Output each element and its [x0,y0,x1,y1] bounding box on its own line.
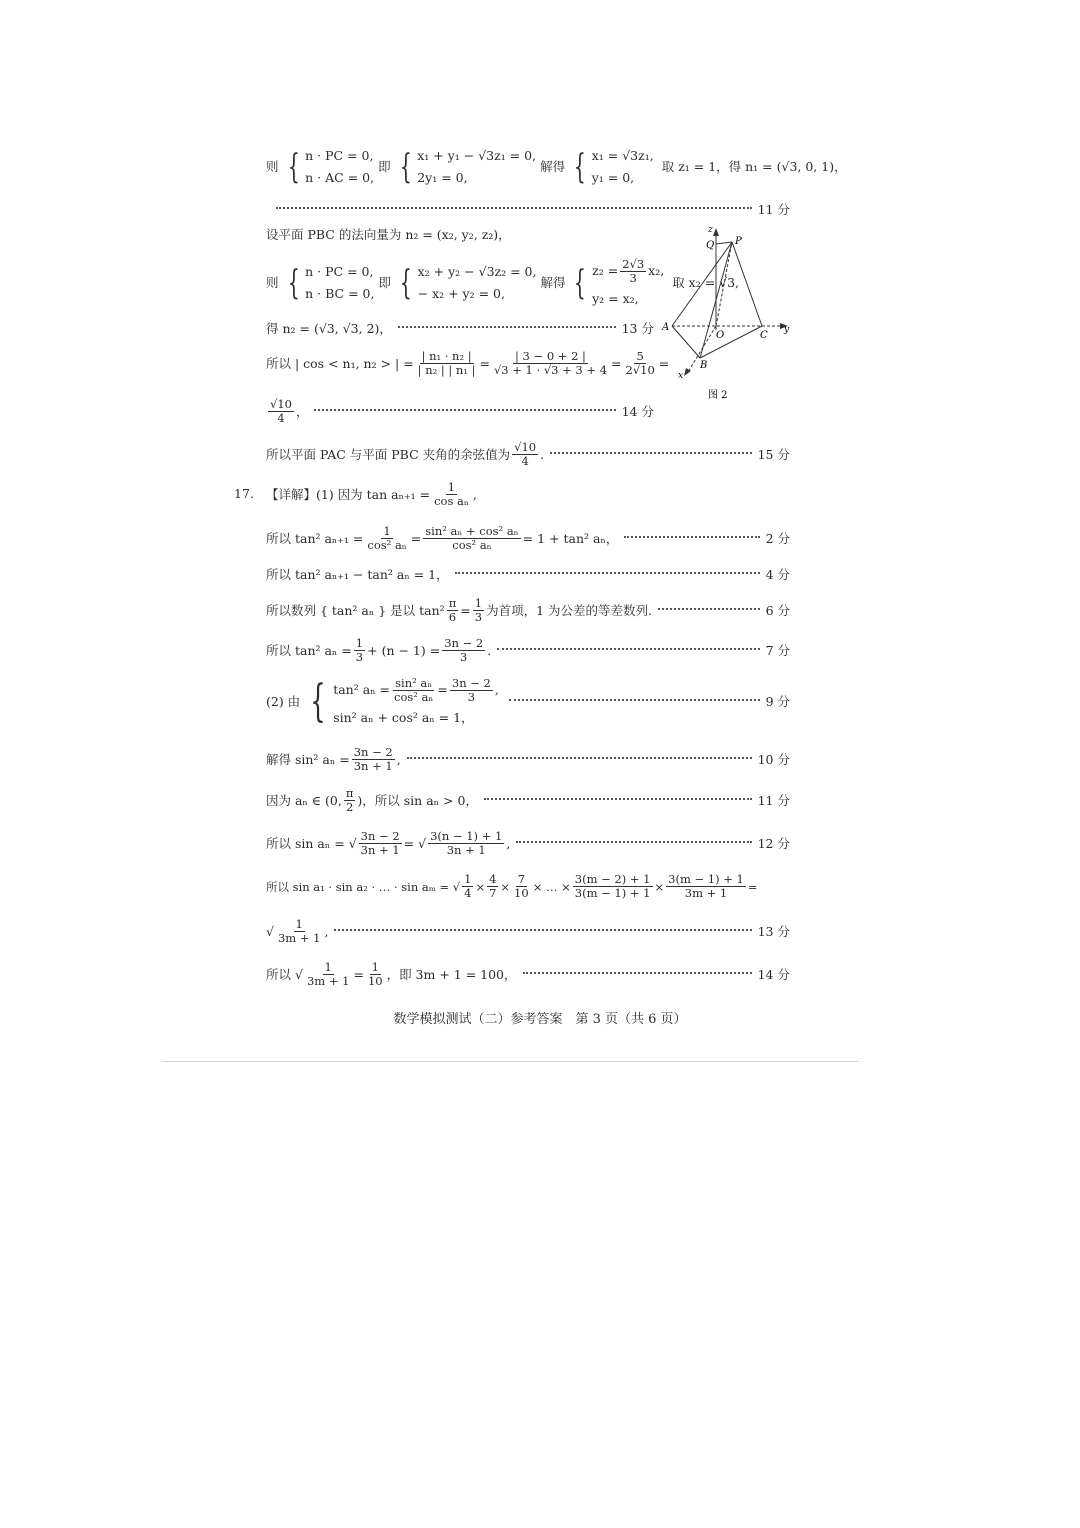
text: 则 [266,159,279,174]
eq: y₂ = x₂, [592,291,639,306]
eq: n · PC = 0, [305,263,374,279]
score: 6 分 [765,602,790,618]
leader-dots [658,608,760,610]
figure-caption: 图 2 [708,390,728,401]
system: { tan² aₙ = $\frac{\text{sin² aₙ}}{\text{cos² aₙ}}$ = $\frac{3n - 2}{3}$ , sin² aₙ + cos² aₙ = 1， [310,675,499,727]
text: , [396,751,401,767]
text: 即 [378,159,391,174]
text: = [437,682,448,697]
denominator: 3(m − 1) + 1 [574,886,651,900]
eq: x₂ + y₂ − √3z₂ = 0, [417,263,537,279]
text: 解得 sin² aₙ = [266,751,350,767]
fraction [512,441,538,468]
text: )，所以 sin aₙ > 0， [357,792,478,808]
fraction [492,350,609,377]
fraction [365,525,408,552]
label-o: O [716,330,725,341]
score: 9 分 [765,693,790,709]
text: 因为 aₙ ∈ (0, [266,792,342,808]
text: √ [266,923,274,939]
score: 7 分 [765,642,790,658]
fraction [354,637,365,664]
text: . [540,446,545,462]
fraction [428,830,504,857]
text: = √ [403,835,427,851]
eq: y₁ = 0, [591,170,635,185]
leader-dots [516,841,751,843]
text: ， [295,403,309,419]
eq: sin² aₙ + cos² aₙ = 1， [333,710,474,725]
denominator: 3n + 1 [446,843,486,857]
text: 所以 tan² aₙ = [266,642,352,658]
leader-dots [497,648,759,650]
fraction [305,961,352,988]
score: 2 分 [765,530,790,546]
label-c: C [760,330,768,341]
numerator: √10 [270,397,292,411]
denominator: | n₂ | | n₁ | [417,363,476,377]
line-step-13 [266,918,790,945]
eq: 2y₁ = 0, [417,170,468,185]
score: 10 分 [757,751,790,767]
text: 所以 √ [266,966,303,982]
text: 设平面 PBC 的法向量为 n₂ = (x₂, y₂, z₂)， [266,227,511,242]
text: = 1 + tan² aₙ， [522,530,619,546]
eq: n · AC = 0, [305,170,375,185]
text: 解得 [540,274,566,290]
denominator: √3 + 1 · √3 + 3 + 4 [493,363,608,377]
text: , [472,486,477,502]
line-step-12 [266,830,790,857]
numerator: sin² aₙ [395,676,433,690]
text: = [611,355,622,371]
text: 解得 [540,159,566,174]
denominator: 4 [277,411,285,425]
label-p: P [735,236,742,247]
denominator: 2 [345,800,354,814]
fraction [624,350,657,377]
leader-dots [550,452,752,454]
eq [333,677,499,704]
leader-dots [484,798,752,800]
text: = [460,602,471,618]
numerator: 1 [464,872,472,886]
text: , [506,835,511,851]
leader-dots [509,699,760,701]
score: 11 分 [757,202,790,217]
text: × … × [532,879,571,894]
numerator: 3(n − 1) + 1 [430,829,503,843]
line-q17-given [266,481,790,508]
score: 4 分 [765,567,790,582]
text: 所以数列 { tan² aₙ } 是以 tan² [266,602,445,618]
line-step-14 [266,961,790,988]
page-footer: 数学模拟测试（二）参考答案 第 3 页（共 6 页） [393,1012,687,1027]
text: 则 [266,274,279,290]
system-1: { n · PC = 0, n · AC = 0, [287,147,375,187]
text: 得 n₂ = (√3, √3, 2)， [266,321,392,336]
denominator: 3n + 1 [353,759,393,773]
denominator: 10 [514,886,529,900]
numerator: 1 [355,636,364,650]
fraction [620,258,646,285]
text: = [658,355,670,371]
denominator: 10 [367,974,383,988]
text: 即 [378,274,391,290]
text: 取 x₂ = √3, [672,274,740,290]
numerator: 4 [489,872,497,886]
text: x₂, [648,263,665,278]
fraction [359,830,402,857]
leader-dots [276,207,752,209]
score: 14 分 [621,403,654,419]
leader-dots [314,409,615,411]
numerator: 1 [324,960,332,974]
numerator: | n₁ · n₂ | [421,349,472,363]
numerator: 1 [474,596,483,610]
fraction [487,873,498,900]
denominator: cos² aₙ [394,690,434,704]
text: = [479,355,490,371]
numerator: 2√3 [622,257,645,271]
numerator: 3n − 2 [360,829,400,843]
label-y: y [784,325,790,335]
text: 【详解】(1) 因为 tan aₙ₊₁ = [266,486,431,502]
text: 所以 | cos < n₁, n₂ > | = [266,355,414,371]
line-normal-vector-n1 [266,147,847,187]
denominator: 3m + 1 [277,931,321,945]
numerator: 7 [517,872,526,886]
line-conclusion [266,441,790,468]
denominator: 2√10 [625,363,655,377]
numerator: | 3 − 0 + 2 | [515,349,586,363]
eq [592,258,664,285]
numerator: 1 [295,917,303,931]
text: 为首项，1 为公差的等差数列. [486,602,652,618]
text: 所以 sin a₁ · sin a₂ · … · sin aₘ = √ [266,879,461,894]
line-step-6 [266,597,790,624]
fraction [268,398,294,425]
line-cosine-value [266,398,654,425]
leader-dots [624,536,759,538]
line-cosine [266,349,670,377]
text: × [654,879,665,894]
line-score-11 [266,202,790,218]
numerator: 3n − 2 [444,636,484,650]
leader-dots [523,972,752,974]
denominator: cos² aₙ [452,538,492,552]
numerator: 1 [371,960,379,974]
leader-dots [334,929,751,931]
score: 12 分 [757,835,790,851]
label-a: A [662,322,670,333]
line-n2-result [266,321,654,337]
text: 所以 tan² aₙ₊₁ = [266,530,364,546]
numerator: 1 [447,480,456,494]
numerator: 5 [636,349,644,363]
leader-dots [455,572,760,574]
system-2: { x₁ + y₁ − √3z₁ = 0, 2y₁ = 0, [399,147,537,187]
line-step-7 [266,637,790,664]
fraction [344,787,356,814]
system-1: { n · PC = 0, n · BC = 0, [287,262,375,303]
pyramid-diagram [660,222,790,402]
question-number: 17. [234,486,254,501]
fraction [473,597,484,624]
text: = [353,966,364,982]
text: 取 z₁ = 1，得 n₁ = (√3, 0, 1)， [661,159,847,174]
line-step-9 [266,677,790,726]
eq: x₁ = √3z₁, [591,148,654,163]
fraction [462,873,473,900]
text: = [410,530,422,546]
text: tan² aₙ = [333,682,391,697]
numerator: √10 [514,440,537,454]
eq: − x₂ + y₂ = 0, [417,285,505,301]
label-q: Q [706,240,715,251]
denominator: 3 [355,650,364,664]
text: × [475,879,486,894]
line-step-2 [266,525,790,552]
fraction [573,873,653,900]
text: z₂ = [592,263,619,278]
line-normal-vector-n2 [266,257,740,307]
eq: x₁ + y₁ − √3z₁ = 0, [417,148,537,163]
fraction [352,746,395,773]
divider [162,1061,859,1062]
label-x: x [678,371,684,381]
denominator: 3m + 1 [306,974,350,988]
fraction [423,525,520,552]
denominator: 4 [464,886,472,900]
text: 所以平面 PAC 与平面 PBC 夹角的余弦值为 [266,446,511,462]
denominator: cos aₙ [434,494,469,508]
line-product [266,873,790,900]
numerator: π [345,786,354,800]
denominator: 3 [474,610,483,624]
label-b: B [700,360,708,371]
denominator: 3n + 1 [360,843,400,857]
numerator: 3n − 2 [451,676,491,690]
system-3: { x₁ = √3z₁, y₁ = 0, [573,147,654,187]
pyramid-figure [660,222,790,402]
score: 14 分 [757,966,790,982]
numerator: 3n − 2 [353,745,393,759]
text: 所以 tan² aₙ₊₁ − tan² aₙ = 1， [266,567,449,582]
fraction [366,961,385,988]
score: 11 分 [757,792,790,808]
denominator: 3 [467,690,476,704]
fraction [512,873,531,900]
denominator: 4 [521,454,529,468]
denominator: 3m + 1 [684,886,728,900]
numerator: 1 [383,524,391,538]
leader-dots [398,326,616,328]
text: = [747,879,758,894]
fraction [432,481,471,508]
fraction [450,677,493,704]
denominator: 3 [629,271,637,285]
numerator: π [448,596,457,610]
numerator: 3(m − 1) + 1 [668,872,744,886]
text: (2) 由 [266,693,301,709]
text: , [494,682,499,697]
numerator: sin² aₙ + cos² aₙ [425,524,519,538]
text: ，即 3m + 1 = 100， [386,966,517,982]
denominator: 6 [448,610,457,624]
line-plane-pbc [266,227,666,243]
system-3: { z₂ = $\frac{2√3}{3}$ x₂, y₂ = x₂, [574,257,665,306]
score: 15 分 [757,446,790,462]
text: 所以 sin aₙ = √ [266,835,357,851]
fraction [392,677,435,704]
fraction [416,350,478,377]
fraction [276,918,323,945]
score: 13 分 [757,923,790,939]
text: . [487,642,492,658]
denominator: 3 [460,650,468,664]
label-z: z [708,225,713,235]
fraction [442,637,485,664]
eq: n · BC = 0, [305,285,375,301]
line-step-11 [266,787,790,814]
denominator: cos² aₙ [367,538,407,552]
numerator: 3(m − 2) + 1 [574,872,651,886]
line-step-4 [266,567,790,583]
fraction [447,597,459,624]
text: × [500,879,511,894]
text: + (n − 1) = [367,642,441,658]
leader-dots [407,757,752,759]
eq: n · PC = 0, [305,148,374,163]
fraction [666,873,746,900]
denominator: 7 [489,886,497,900]
line-step-10 [266,746,790,773]
system-2: { x₂ + y₂ − √3z₂ = 0, − x₂ + y₂ = 0, [399,262,537,303]
score: 13 分 [621,321,654,336]
text: , [324,923,329,939]
